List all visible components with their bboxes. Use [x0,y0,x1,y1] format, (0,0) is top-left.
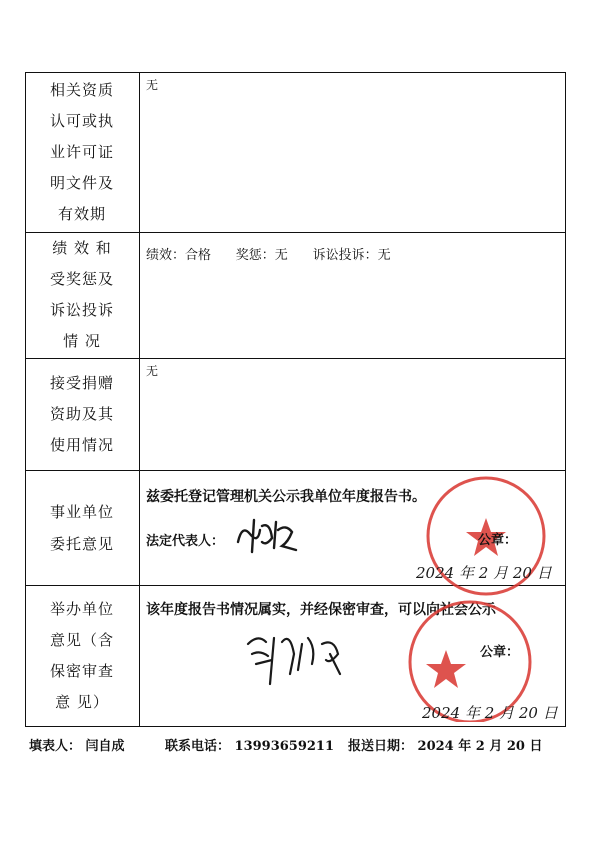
sponsor-signature [242,624,352,694]
entrust-label [25,470,139,585]
label-line: 相关资质 [49,80,114,99]
label-line: 意见（含 [49,631,114,649]
filler-name: 填表人： 闫自成 [29,739,125,754]
date-month: 2 [478,564,489,582]
label-line: 情 况 [63,332,101,350]
date-day-char: 日 [536,564,552,582]
label-line: 使用情况 [49,435,114,454]
label-line: 接受捐赠 [49,373,114,392]
label-line: 受奖惩及 [49,270,114,288]
label-line: 有效期 [57,204,106,223]
label-line: 事业单位 [49,502,114,521]
label-line: 业许可证 [49,142,114,161]
column-divider [139,72,140,727]
report-date: 报送日期： 2024 年 2 月 20 日 [348,739,543,754]
date-month-char: 月 [499,704,515,722]
sponsor-seal-label: 公章： [480,645,520,660]
label-line: 诉讼投诉 [49,301,114,319]
qualification-label [25,72,139,232]
entrust-statement: 兹委托登记管理机关公示我单位年度报告书。 [146,489,426,505]
entrust-date [416,562,552,583]
date-month-char: 月 [493,564,509,582]
label-line: 保密审查 [49,662,114,680]
label-line: 资助及其 [49,404,114,423]
donation-label [25,358,139,470]
date-year-char: 年 [458,564,474,582]
label-line: 举办单位 [49,600,114,618]
date-year: 2024 [416,564,455,582]
label-line: 明文件及 [49,173,114,192]
performance-content: 绩效：合格 奖惩：无 诉讼投诉：无 [146,248,391,263]
date-day: 20 [518,704,538,722]
entrust-seal-label: 公章： [478,533,518,548]
contact-phone: 联系电话： 13993659211 [165,739,335,754]
label-line: 委托意见 [49,534,114,553]
label-line: 认可或执 [49,111,114,130]
sponsor-label [25,585,139,727]
legal-rep-label: 法定代表人： [146,534,225,549]
date-day-char: 日 [542,704,558,722]
sponsor-statement: 该年度报告书情况属实，并经保密审查，可以向社会公示 [146,602,496,618]
donation-content: 无 [146,364,159,378]
date-year: 2024 [422,704,461,722]
label-line: 意 见） [55,693,109,711]
date-year-char: 年 [464,704,480,722]
sponsor-date [422,702,558,723]
performance-label [25,232,139,358]
date-month: 2 [484,704,495,722]
legal-rep-signature [232,512,302,556]
label-line: 绩 效 和 [52,239,112,257]
qualification-content: 无 [146,78,159,92]
date-day: 20 [512,564,532,582]
